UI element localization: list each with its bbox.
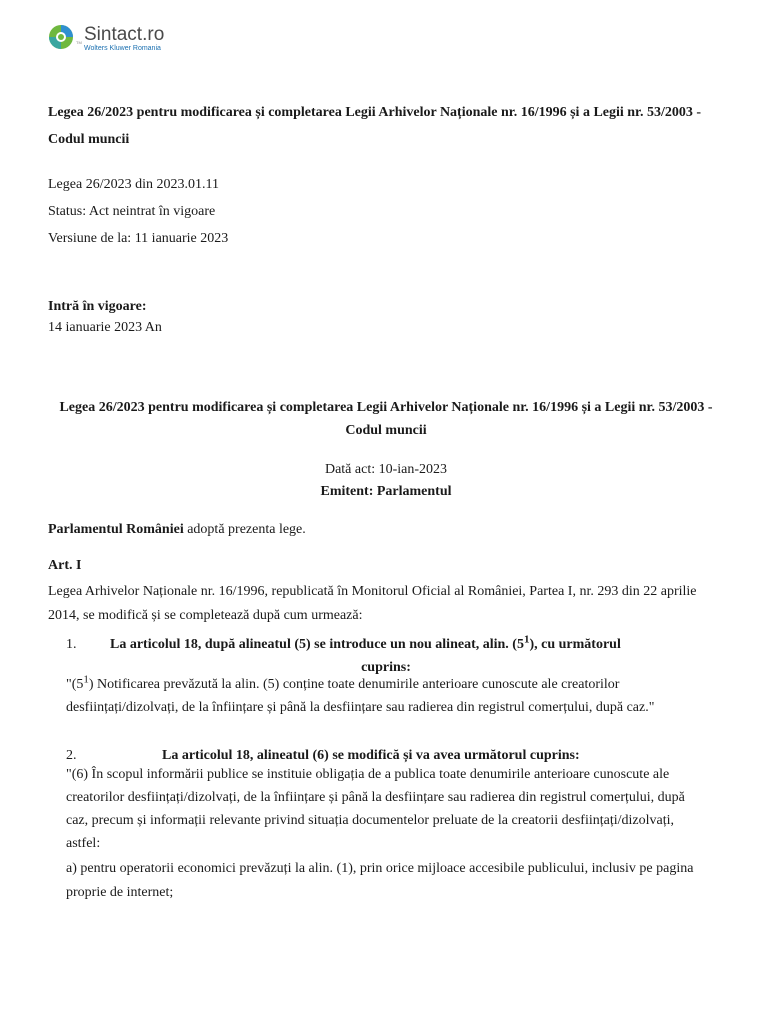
- item-2-number: 2.: [66, 748, 77, 763]
- in-force-label: Intră în vigoare:: [48, 299, 147, 314]
- item-2-quote: "(6) În scopul informării publice se instituie obligația de a publica toate denumirile anterioare cunoscute ale creatorilor desființați/dizolvați, de la înființare și până la desființare sau radierea din registrul comerțului, după caz, precum și informații relevante privind situația documentelor preluate de la creatorii desființați/dizolvați, astfel:: [66, 767, 685, 851]
- in-force-value: 14 ianuarie 2023 An: [48, 320, 162, 335]
- item-1-heading-sup: 1: [523, 633, 530, 646]
- item-1-quote-a: "(5: [66, 677, 84, 692]
- item-1-heading-a: La articolul 18, după alineatul (5) se introduce un nou alineat, alin. (5: [110, 637, 524, 652]
- preamble: [48, 516, 720, 543]
- item-2-point-a: a) pentru operatorii economici prevăzuți la alin. (1), prin orice mijloace accesibile publicului, inclusiv pe pagina proprie de internet;: [66, 861, 694, 900]
- document-title: Legea 26/2023 pentru modificarea și completarea Legii Arhivelor Naționale nr. 16/1996 și a Legii nr. 53/2003 - Codul muncii: [59, 400, 713, 438]
- article-intro: Legea Arhivelor Naționale nr. 16/1996, republicată în Monitorul Oficial al României, Partea I, nr. 293 din 22 aprilie 2014, se modifică și se completează după cum urmează:: [48, 584, 697, 623]
- item-1-heading-c: cuprins:: [361, 660, 411, 675]
- issuer: Emitent: Parlamentul: [320, 484, 452, 499]
- item-1-quote: [66, 673, 706, 719]
- logo-name: Sintact.ro: [84, 24, 165, 45]
- sintact-logo-icon: [48, 24, 74, 50]
- header-title: Legea 26/2023 pentru modificarea și completarea Legii Arhivelor Naționale nr. 16/1996 și a Legii nr. 53/2003 - Codul muncii: [48, 105, 702, 147]
- version-line: Versiune de la: 11 ianuarie 2023: [48, 231, 229, 246]
- status-value: Act neintrat în vigoare: [88, 204, 216, 219]
- item-1-quote-sup: 1: [83, 673, 89, 686]
- status-line: [48, 198, 215, 225]
- item-1-quote-b: ) Notificarea prevăzută la alin. (5) conține toate denumirile anterioare cunoscute ale creatorilor desființați/dizolvați, de la înființare și până la desființare sau radierea din registrul comerțului, după caz.": [66, 677, 655, 715]
- act-date: Dată act: 10-ian-2023: [324, 462, 448, 477]
- preamble-rest: adoptă prezenta lege.: [183, 522, 306, 537]
- article-heading: Art. I: [48, 558, 82, 573]
- status-label: Status:: [48, 204, 87, 219]
- preamble-bold: Parlamentul României: [48, 522, 184, 537]
- item-1-heading-b: ), cu următorul: [529, 637, 621, 652]
- logo-subtitle: Wolters Kluwer Romania: [84, 45, 161, 52]
- law-date: Legea 26/2023 din 2023.01.11: [48, 177, 219, 192]
- item-2-heading: La articolul 18, alineatul (6) se modifică și va avea următorul cuprins:: [162, 748, 580, 763]
- item-1-number: 1.: [66, 637, 77, 652]
- logo-mark: TM: [76, 40, 82, 45]
